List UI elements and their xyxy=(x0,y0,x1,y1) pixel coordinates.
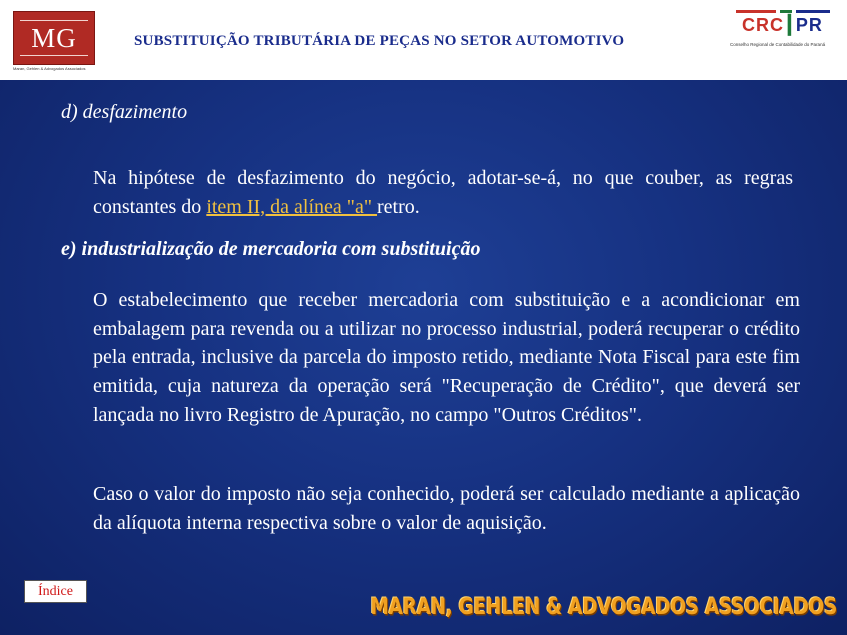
link-item-ii[interactable]: item II, da alínea "a" xyxy=(206,195,378,218)
mg-logo-mark: MG xyxy=(13,11,95,65)
crc-logo-text: CRC┃PR xyxy=(742,15,823,35)
firm-name: MARAN, GEHLEN & ADVOGADOS ASSOCIADOS xyxy=(370,595,837,621)
paragraph-industrializacao: O estabelecimento que receber mercadoria com substituição e a acondicionar em embalagem para revenda ou a utilizar no processo industrial, poderá recuperar o crédito pela entrada, inclusive da parcela do imposto retido, mediante Nota Fiscal para este fim emitida, cuja natureza da operação será "Recuperação de Crédito", que deverá ser lançada no livro Registro de Apuração, no campo "Outros Créditos". xyxy=(93,289,800,426)
header-bar xyxy=(0,0,847,80)
paragraph-desfazimento: Na hipótese de desfazimento do negócio, adotar-se-á, no que couber, as regras constantes do item II, da alínea "a" retro. xyxy=(93,167,793,218)
section-heading-desfazimento: d) desfazimento xyxy=(61,101,188,123)
crc-logo-tagline: Conselho Regional de Contabilidade do Paraná xyxy=(730,42,826,47)
index-button[interactable]: Índice xyxy=(24,580,87,603)
crc-pr-logo xyxy=(728,10,836,50)
section-heading-industrializacao: e) industrialização de mercadoria com substituição xyxy=(61,238,481,260)
mg-logo-caption: Maran, Gehlen & Advogados Associados xyxy=(13,66,86,71)
mg-logo xyxy=(13,11,95,73)
paragraph-calculo: Caso o valor do imposto não seja conhecido, poderá ser calculado mediante a aplicação da alíquota interna respectiva sobre o valor de aquisição. xyxy=(93,483,800,534)
page-title: SUBSTITUIÇÃO TRIBUTÁRIA DE PEÇAS NO SETOR AUTOMOTIVO xyxy=(134,33,625,49)
